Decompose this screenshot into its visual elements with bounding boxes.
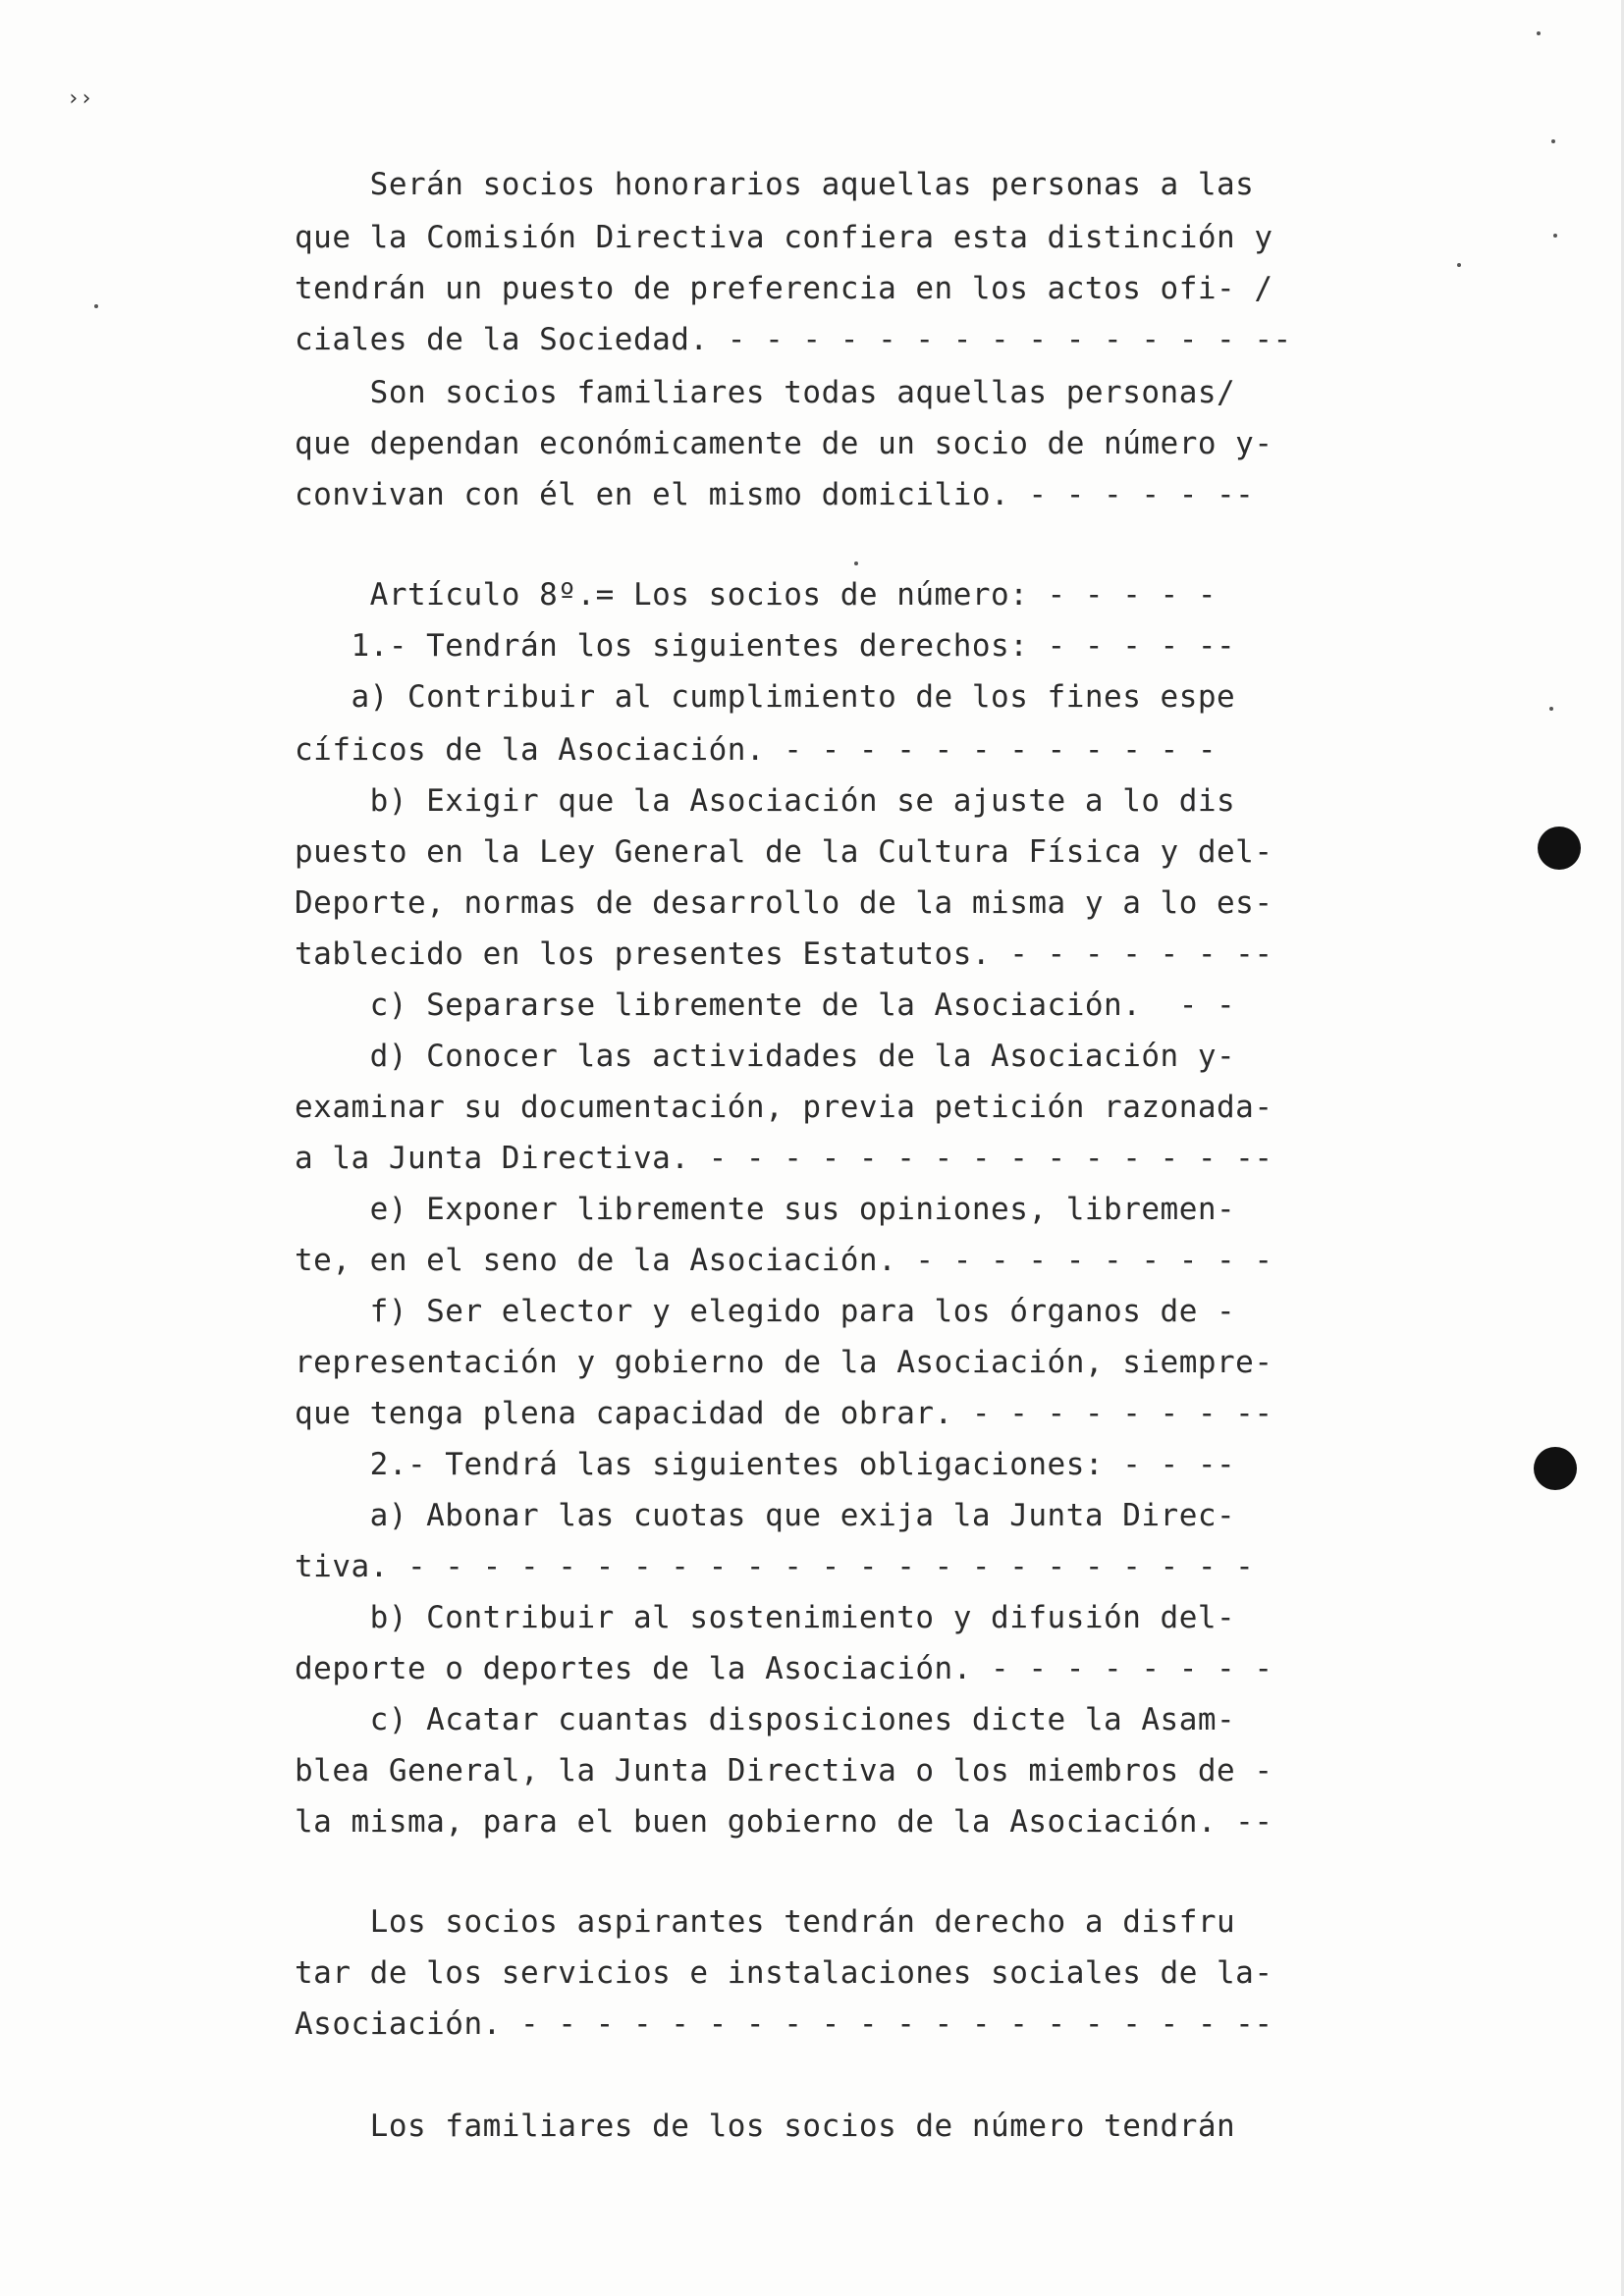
text-line: a) Contribuir al cumplimiento de los fines espe [295,679,1236,715]
text-line: Son socios familiares todas aquellas personas/ [295,375,1236,410]
text-line: que la Comisión Directiva confiera esta distinción y [295,220,1273,255]
speck [854,561,858,565]
text-line: Los socios aspirantes tendrán derecho a disfru [295,1904,1236,1940]
text-line: tendrán un puesto de preferencia en los actos ofi- / [295,271,1273,306]
text-line: deporte o deportes de la Asociación. - - - - - - - - [295,1651,1273,1686]
speck [1537,31,1541,35]
text-line: que dependan económicamente de un socio de número y- [295,426,1273,461]
text-line: f) Ser elector y elegido para los órganos de - [295,1294,1236,1329]
text-line: e) Exponer libremente sus opiniones, libremen- [295,1192,1236,1227]
text-line: tar de los servicios e instalaciones sociales de la- [295,1955,1273,1991]
text-line: b) Contribuir al sostenimiento y difusión del- [295,1600,1236,1635]
text-line: b) Exigir que la Asociación se ajuste a lo dis [295,783,1236,819]
text-line: que tenga plena capacidad de obrar. - - - - - - - -- [295,1396,1273,1431]
text-line: d) Conocer las actividades de la Asociación y- [295,1039,1236,1074]
text-line: representación y gobierno de la Asociación, siempre- [295,1345,1273,1380]
speck [94,304,98,308]
text-line: 2.- Tendrá las siguientes obligaciones: - - -- [295,1447,1236,1482]
text-line: Asociación. - - - - - - - - - - - - - - - - - - - -- [295,2006,1273,2042]
text-line: c) Acatar cuantas disposiciones dicte la Asam- [295,1702,1236,1737]
text-line: ciales de la Sociedad. - - - - - - - - - - - - - - -- [295,322,1292,357]
text-line: te, en el seno de la Asociación. - - - - - - - - - - [295,1243,1273,1278]
text-line: examinar su documentación, previa petición razonada- [295,1090,1273,1125]
text-line: a la Junta Directiva. - - - - - - - - - - - - - - -- [295,1141,1273,1176]
text-line: puesto en la Ley General de la Cultura Física y del- [295,834,1273,870]
text-line: a) Abonar las cuotas que exija la Junta Direc- [295,1498,1236,1533]
speck [1457,263,1461,267]
text-line: c) Separarse libremente de la Asociación. - - [295,988,1236,1023]
text-line: Serán socios honorarios aquellas personas a las [295,167,1255,202]
text-line: convivan con él en el mismo domicilio. - - - - - -- [295,477,1255,512]
punch-hole-bottom [1534,1447,1577,1490]
text-line: la misma, para el buen gobierno de la Asociación. -- [295,1804,1273,1840]
text-line: tiva. - - - - - - - - - - - - - - - - - - - - - - - [295,1549,1255,1584]
text-line: Los familiares de los socios de número tendrán [295,2109,1236,2144]
punch-hole-top [1538,827,1581,870]
text-line: Deporte, normas de desarrollo de la misma y a lo es- [295,885,1273,921]
text-line: tablecido en los presentes Estatutos. - - - - - - -- [295,936,1273,972]
text-line: cíficos de la Asociación. - - - - - - - - - - - - [295,732,1218,768]
text-line: Artículo 8º.= Los socios de número: - - - - - [295,577,1218,613]
text-line: 1.- Tendrán los siguientes derechos: - - - - -- [295,628,1236,664]
text-line: blea General, la Junta Directiva o los miembros de - [295,1753,1273,1789]
speck [1551,139,1555,143]
corner-mark: ›› [67,86,93,111]
speck [1553,234,1557,238]
speck [1549,707,1553,711]
